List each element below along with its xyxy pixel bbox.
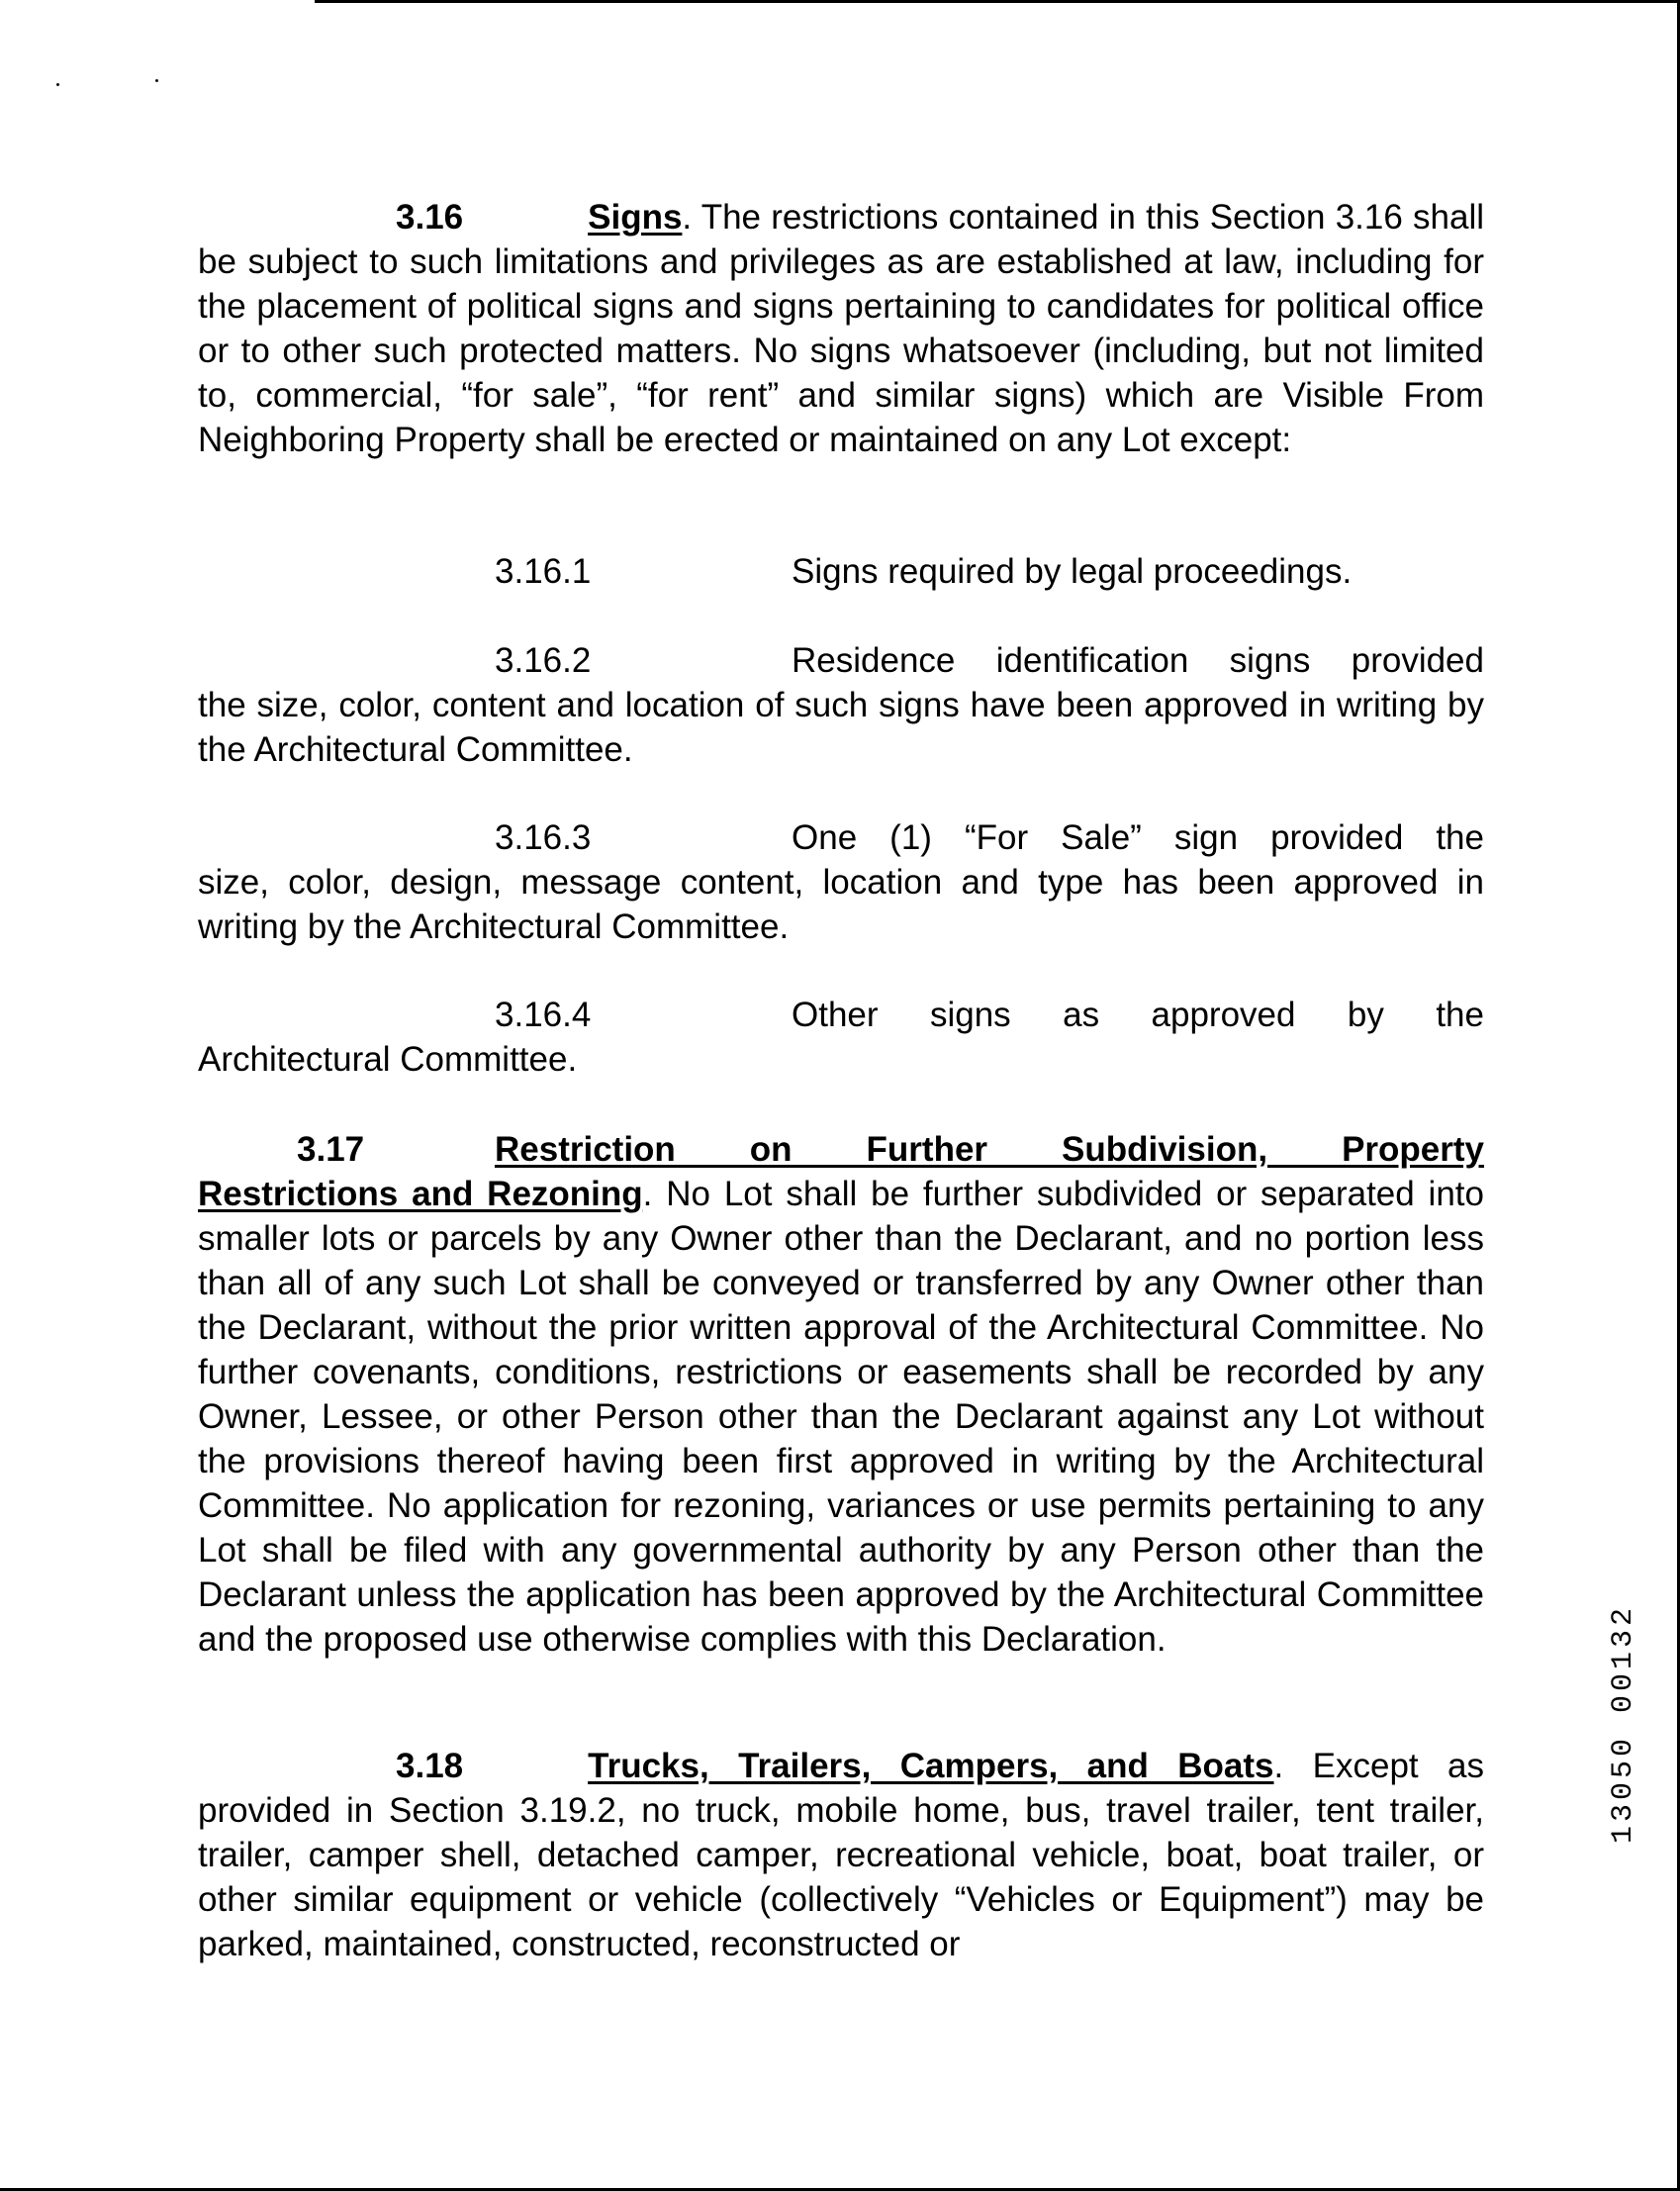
recording-stamp: 13050 00132 bbox=[1607, 1603, 1640, 1845]
section-3-16 bbox=[198, 195, 1484, 462]
subsection-lead: Other signs as approved by the bbox=[792, 996, 1484, 1034]
subsection-text: Signs required by legal proceedings. bbox=[792, 552, 1353, 591]
section-title: Signs bbox=[588, 198, 683, 237]
section-title-line2: Restrictions and Rezoning bbox=[198, 1175, 643, 1213]
subsection-number: 3.16.3 bbox=[495, 818, 592, 857]
section-title-line1: Restriction on Further Subdivision, Property bbox=[495, 1130, 1484, 1169]
section-number: 3.17 bbox=[297, 1130, 365, 1169]
subsection-lead: One (1) “For Sale” sign provided the bbox=[792, 818, 1484, 857]
section-number: 3.18 bbox=[396, 1747, 464, 1785]
scan-speck bbox=[56, 83, 59, 86]
section-3-18 bbox=[198, 1744, 1484, 1966]
subsection-number: 3.16.1 bbox=[495, 552, 592, 591]
subsection-number: 3.16.4 bbox=[495, 996, 592, 1034]
subsection-lead: Residence identification signs provided bbox=[792, 641, 1484, 680]
section-text: . Except as provided in Section 3.19.2, no truck, mobile home, bus, travel trailer, tent trailer, trailer, camper shell, detached camper, recreational vehicle, boat, boat trailer, or other similar equipment or vehicle (collectively “Vehicles or Equipment”) may be parked, maintained, constructed, reconstructed or bbox=[198, 1747, 1484, 1963]
subsection-text: Architectural Committee. bbox=[198, 1040, 578, 1079]
subsection-3-16-3 bbox=[198, 815, 1484, 949]
section-number: 3.16 bbox=[396, 198, 464, 237]
scan-speck bbox=[155, 79, 158, 82]
subsection-3-16-4 bbox=[198, 993, 1484, 1082]
section-text: . No Lot shall be further subdivided or separated into smaller lots or parcels by any Owner other than the Declarant, and no portion less than all of any such Lot shall be conveyed or transferred by any Owner other than the Declarant, without the prior written approval of the Architectural Committee. No further covenants, conditions, restrictions or easements shall be recorded by any Owner, Lessee, or other Person other than the Declarant against any Lot without the provisions thereof having been first approved in writing by the Architectural Committee. No application for rezoning, variances or use permits pertaining to any Lot shall be filed with any governmental authority by any Person other than the Declarant unless the application has been approved by the Architectural Committee and the proposed use otherwise complies with this Declaration. bbox=[198, 1175, 1484, 1659]
section-3-17 bbox=[198, 1127, 1484, 1662]
subsection-3-16-2 bbox=[198, 638, 1484, 772]
subsection-3-16-1 bbox=[198, 549, 1484, 594]
subsection-text: the size, color, content and location of such signs have been approved in writing by the Architectural Committee. bbox=[198, 686, 1484, 769]
section-text: . The restrictions contained in this Section 3.16 shall be subject to such limitations and privileges as are established at law, including for the placement of political signs and signs pertaining to candidates for political office or to other such protected matters. No signs whatsoever (including, but not limited to, commercial, “for sale”, “for rent” and similar signs) which are Visible From Neighboring Property shall be erected or maintained on any Lot except: bbox=[198, 198, 1484, 459]
top-border bbox=[315, 0, 1680, 3]
subsection-number: 3.16.2 bbox=[495, 641, 592, 680]
section-title: Trucks, Trailers, Campers, and Boats bbox=[588, 1747, 1274, 1785]
subsection-text: size, color, design, message content, location and type has been approved in writing by the Architectural Committee. bbox=[198, 863, 1484, 946]
